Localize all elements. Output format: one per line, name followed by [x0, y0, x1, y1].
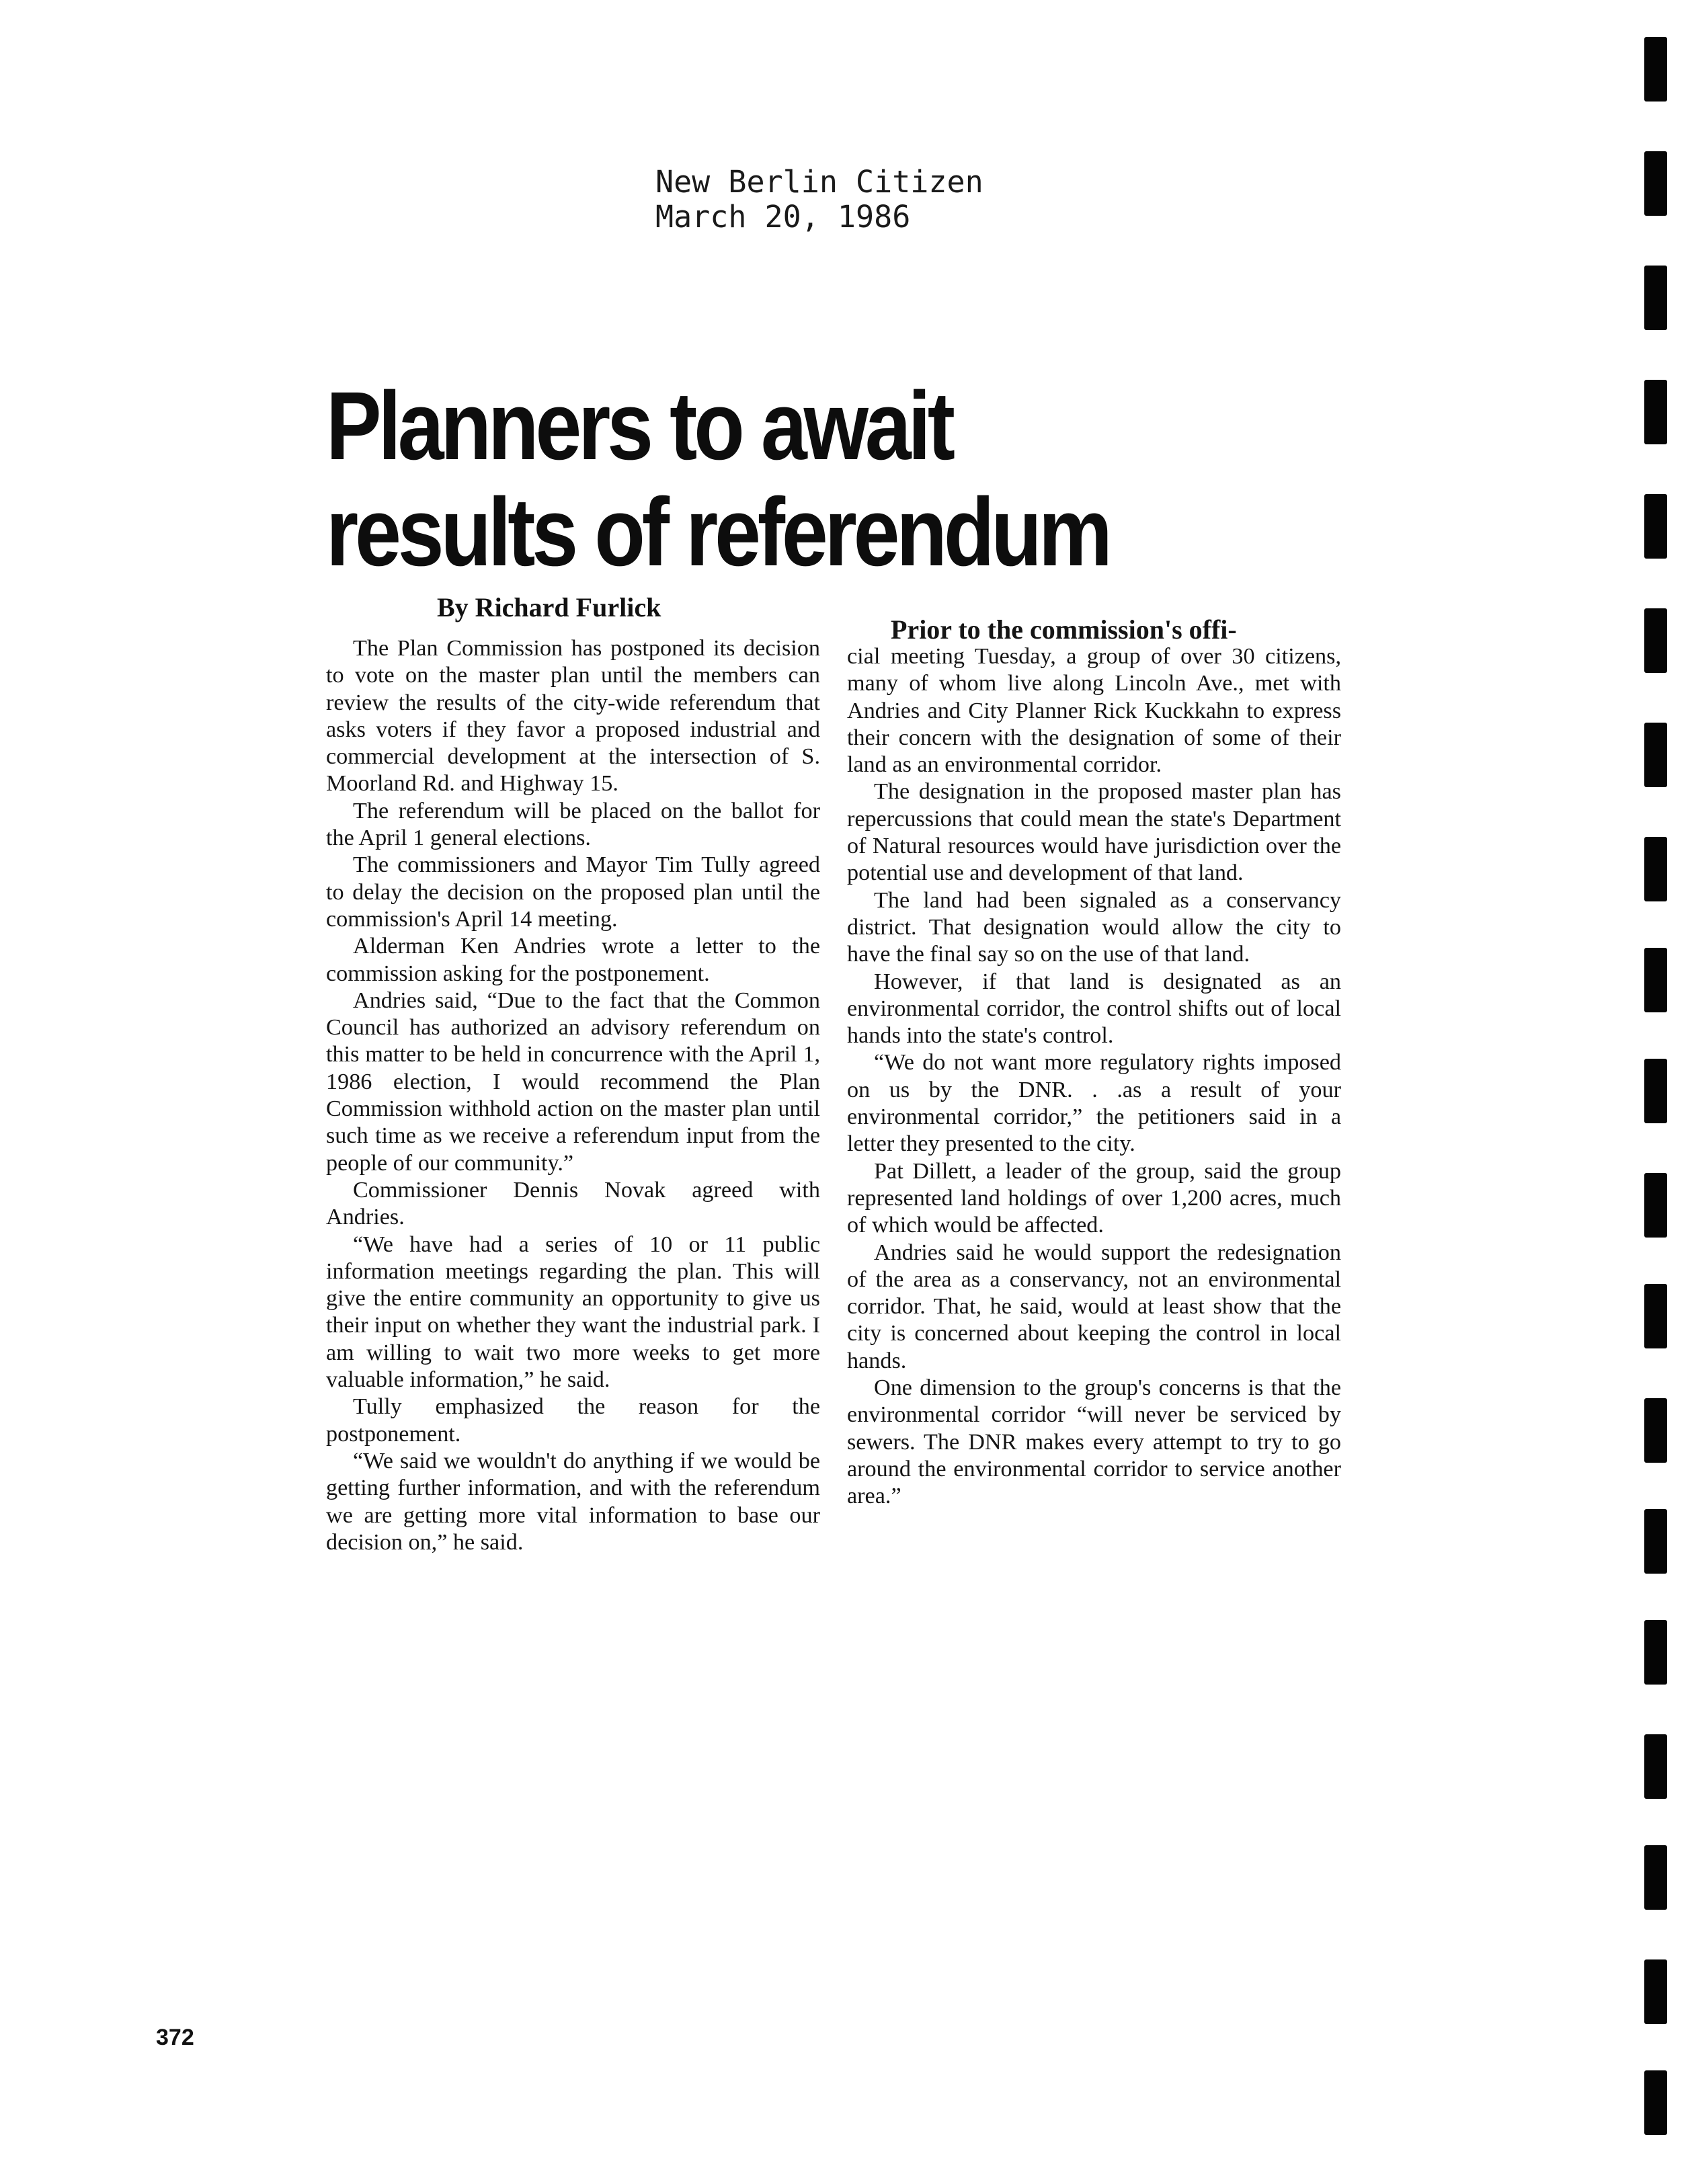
binder-mark [1644, 1173, 1667, 1238]
paragraph: Andries said he would support the redesignation of the area as a conservancy, not an environmental corridor. That, he said, would at least show that the city is concerned about keeping the control in local hands. [847, 1240, 1341, 1373]
paragraph: However, if that land is designated as an environmental corridor, the control shifts out of local hands into the state's control. [847, 969, 1341, 1049]
paragraph: Pat Dillett, a leader of the group, said the group represented land holdings of over 1,200 acres, much of which would be affected. [847, 1158, 1341, 1238]
paragraph: cial meeting Tuesday, a group of over 30 citizens, many of whom live along Lincoln Ave., met with Andries and City Planner Rick Kuckkahn to express their concern with the designation of some of their land as an environmental corridor. [847, 644, 1341, 778]
publication-name: New Berlin Citizen [655, 164, 983, 200]
paragraph: The land had been signaled as a conservancy district. That designation would allow the city to have the final say so on the use of that land. [847, 887, 1341, 967]
paragraph: One dimension to the group's concerns is that the environmental corridor “will never be serviced by sewers. The DNR makes every attempt to try to go around the environmental corridor to service another area.” [847, 1375, 1341, 1509]
paragraph: Commissioner Dennis Novak agreed with Andries. [326, 1177, 820, 1230]
binder-mark [1644, 1509, 1667, 1574]
binder-mark [1644, 948, 1667, 1012]
headline-line-1: Planners to await [326, 372, 952, 480]
binder-mark [1644, 1959, 1667, 2024]
publication-date: March 20, 1986 [655, 199, 911, 235]
lead-in-text: Prior to the commission's offi- [891, 614, 1237, 645]
paragraph: The designation in the proposed master plan has repercussions that could mean the state's Department of Natural resources would have jurisdiction over the potential use and development of that land. [847, 779, 1341, 886]
page-number: 372 [156, 2025, 194, 2050]
paragraph: Tully emphasized the reason for the postponement. [326, 1394, 820, 1447]
binder-mark [1644, 1845, 1667, 1910]
binder-mark [1644, 1284, 1667, 1348]
paragraph: The Plan Commission has postponed its decision to vote on the master plan until the members can review the results of the city-wide referendum that asks voters if they favor a proposed industrial and commercial development at the intersection of S. Moorland Rd. and Highway 15. [326, 636, 820, 797]
binder-mark [1644, 2070, 1667, 2135]
binder-mark [1644, 37, 1667, 102]
article-column-left [326, 635, 820, 1556]
paragraph: The referendum will be placed on the ballot for the April 1 general elections. [326, 798, 820, 851]
binder-mark [1644, 1620, 1667, 1685]
binder-mark [1644, 494, 1667, 559]
binder-mark [1644, 723, 1667, 787]
binder-mark [1644, 380, 1667, 444]
binder-hole-marks [1644, 0, 1671, 2184]
paragraph: “We do not want more regulatory rights imposed on us by the DNR. . .as a result of your environmental corridor,” the petitioners said in a letter they presented to the city. [847, 1050, 1341, 1157]
paragraph: “We said we wouldn't do anything if we would be getting further information, and with the referendum we are getting more vital information to base our decision on,” he said. [326, 1448, 820, 1555]
source-note [655, 165, 983, 235]
binder-mark [1644, 1398, 1667, 1463]
headline-line-2: results of referendum [326, 478, 1109, 586]
article-headline [326, 373, 1193, 585]
paragraph: “We have had a series of 10 or 11 public information meetings regarding the plan. This will give the entire community an opportunity to give us their input on whether they want the industrial park. I am willing to wait two more weeks to get more valuable information,” he said. [326, 1231, 820, 1393]
binder-mark [1644, 1059, 1667, 1123]
binder-mark [1644, 266, 1667, 330]
paragraph: Andries said, “Due to the fact that the Common Council has authorized an advisory referendum on this matter to be held in concurrence with the April 1, 1986 election, I would recommend the Plan Commission withhold action on the master plan until such time as we receive a referendum input from the people of our community.” [326, 987, 820, 1176]
paragraph: The commissioners and Mayor Tim Tully agreed to delay the decision on the proposed plan until the commission's April 14 meeting. [326, 852, 820, 932]
binder-mark [1644, 608, 1667, 673]
paragraph: Alderman Ken Andries wrote a letter to the commission asking for the postponement. [326, 934, 820, 986]
binder-mark [1644, 837, 1667, 901]
binder-mark [1644, 151, 1667, 216]
byline: By Richard Furlick [437, 592, 661, 622]
article-column-right [847, 616, 1341, 1510]
binder-mark [1644, 1734, 1667, 1799]
